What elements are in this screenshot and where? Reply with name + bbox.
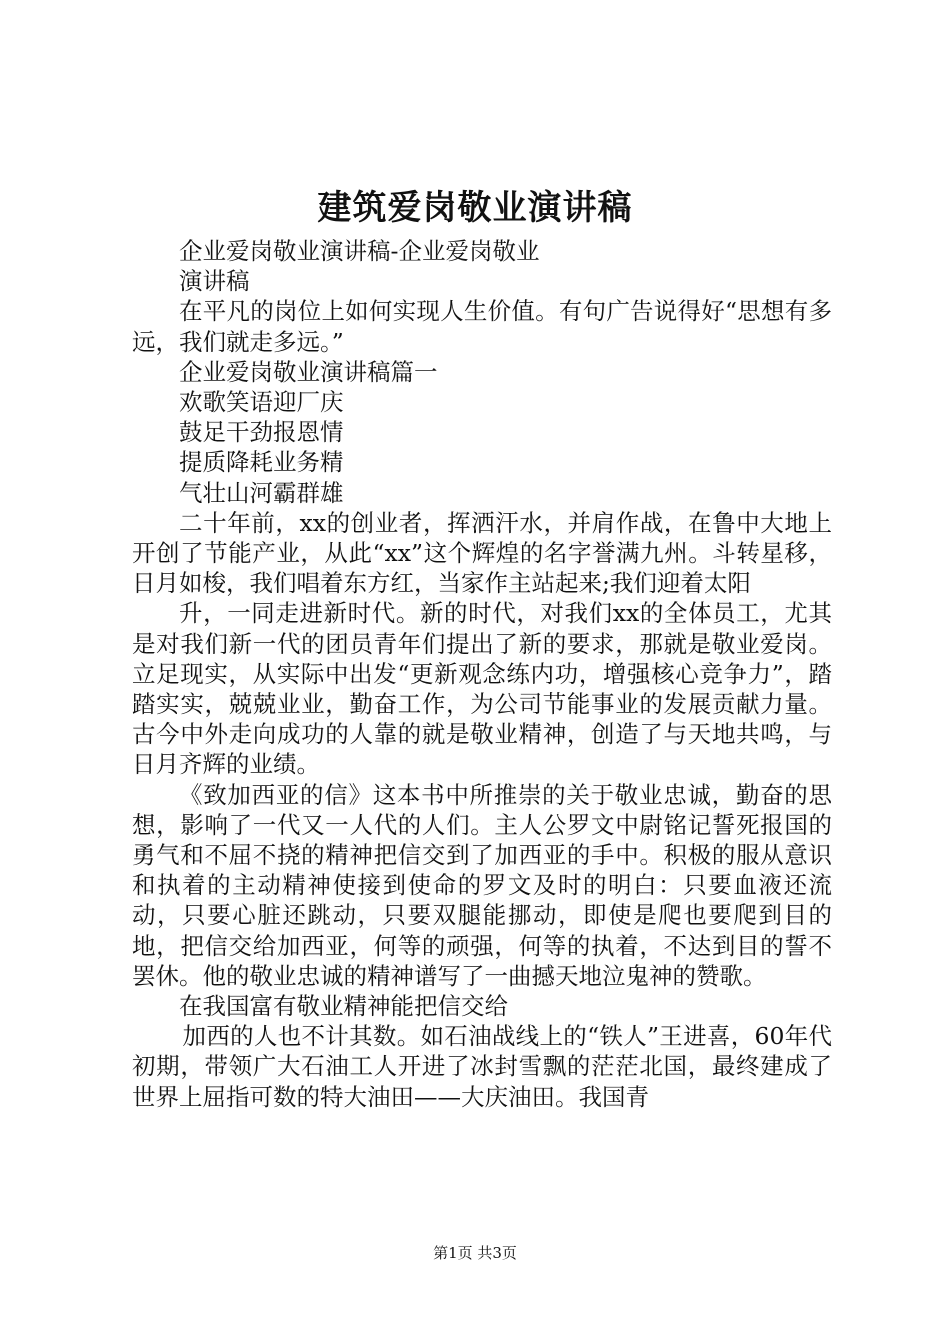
paragraph: 在我国富有敬业精神能把信交给 bbox=[179, 992, 508, 1021]
paragraph: 二十年前，xx的创业者，挥洒汗水，并肩作战，在鲁中大地上开创了节能产业，从此“xx”这个辉煌的名字誉满九州。斗转星移，日月如梭，我们唱着东方红，当家作主站起来;我们迎着太阳 bbox=[132, 508, 832, 598]
paragraph: 提质降耗业务精 bbox=[179, 448, 344, 477]
paragraph: 鼓足干劲报恩情 bbox=[179, 418, 344, 447]
paragraph: 加西的人也不计其数。如石油战线上的“铁人”王进喜，60年代初期，带领广大石油工人开进了冰封雪飘的茫茫北国，最终建成了世界上屈指可数的特大油田——大庆油田。我国青 bbox=[132, 1022, 832, 1111]
paragraph: 演讲稿 bbox=[179, 267, 250, 296]
paragraph: 气壮山河霸群雄 bbox=[179, 478, 344, 507]
document-body bbox=[132, 236, 832, 1112]
paragraph: 在平凡的岗位上如何实现人生价值。有句广告说得好“思想有多远，我们就走多远。” bbox=[132, 297, 832, 356]
paragraph: 升，一同走进新时代。新的时代，对我们xx的全体员工，尤其是对我们新一代的团员青年们提出了新的要求，那就是敬业爱岗。立足现实，从实际中出发“更新观念练内功，增强核心竞争力”，踏踏实实，兢兢业业，勤奋工作，为公司节能事业的发展贡献力量。古今中外走向成功的人靠的就是敬业精神，创造了与天地共鸣，与日月齐辉的业绩。 bbox=[132, 599, 832, 779]
paragraph: 企业爱岗敬业演讲稿-企业爱岗敬业 bbox=[179, 237, 540, 265]
paragraph: 《致加西亚的信》这本书中所推崇的关于敬业忠诚，勤奋的思想，影响了一代又一人代的人们。主人公罗文中尉铭记誓死报国的勇气和不屈不挠的精神把信交到了加西亚的手中。积极的服从意识和执着的主动精神使接到使命的罗文及时的明白：只要血液还流动，只要心脏还跳动，只要双腿能挪动，即使是爬也要爬到目的地，把信交给加西亚，何等的顽强，何等的执着，不达到目的誓不罢休。他的敬业忠诚的精神谱写了一曲撼天地泣鬼神的赞歌。 bbox=[132, 780, 832, 990]
paragraph: 欢歌笑语迎厂庆 bbox=[179, 388, 344, 417]
paragraph: 企业爱岗敬业演讲稿篇一 bbox=[179, 357, 438, 386]
page-number: 第1页 共3页 bbox=[433, 1244, 517, 1262]
document-title: 建筑爱岗敬业演讲稿 bbox=[317, 188, 633, 228]
